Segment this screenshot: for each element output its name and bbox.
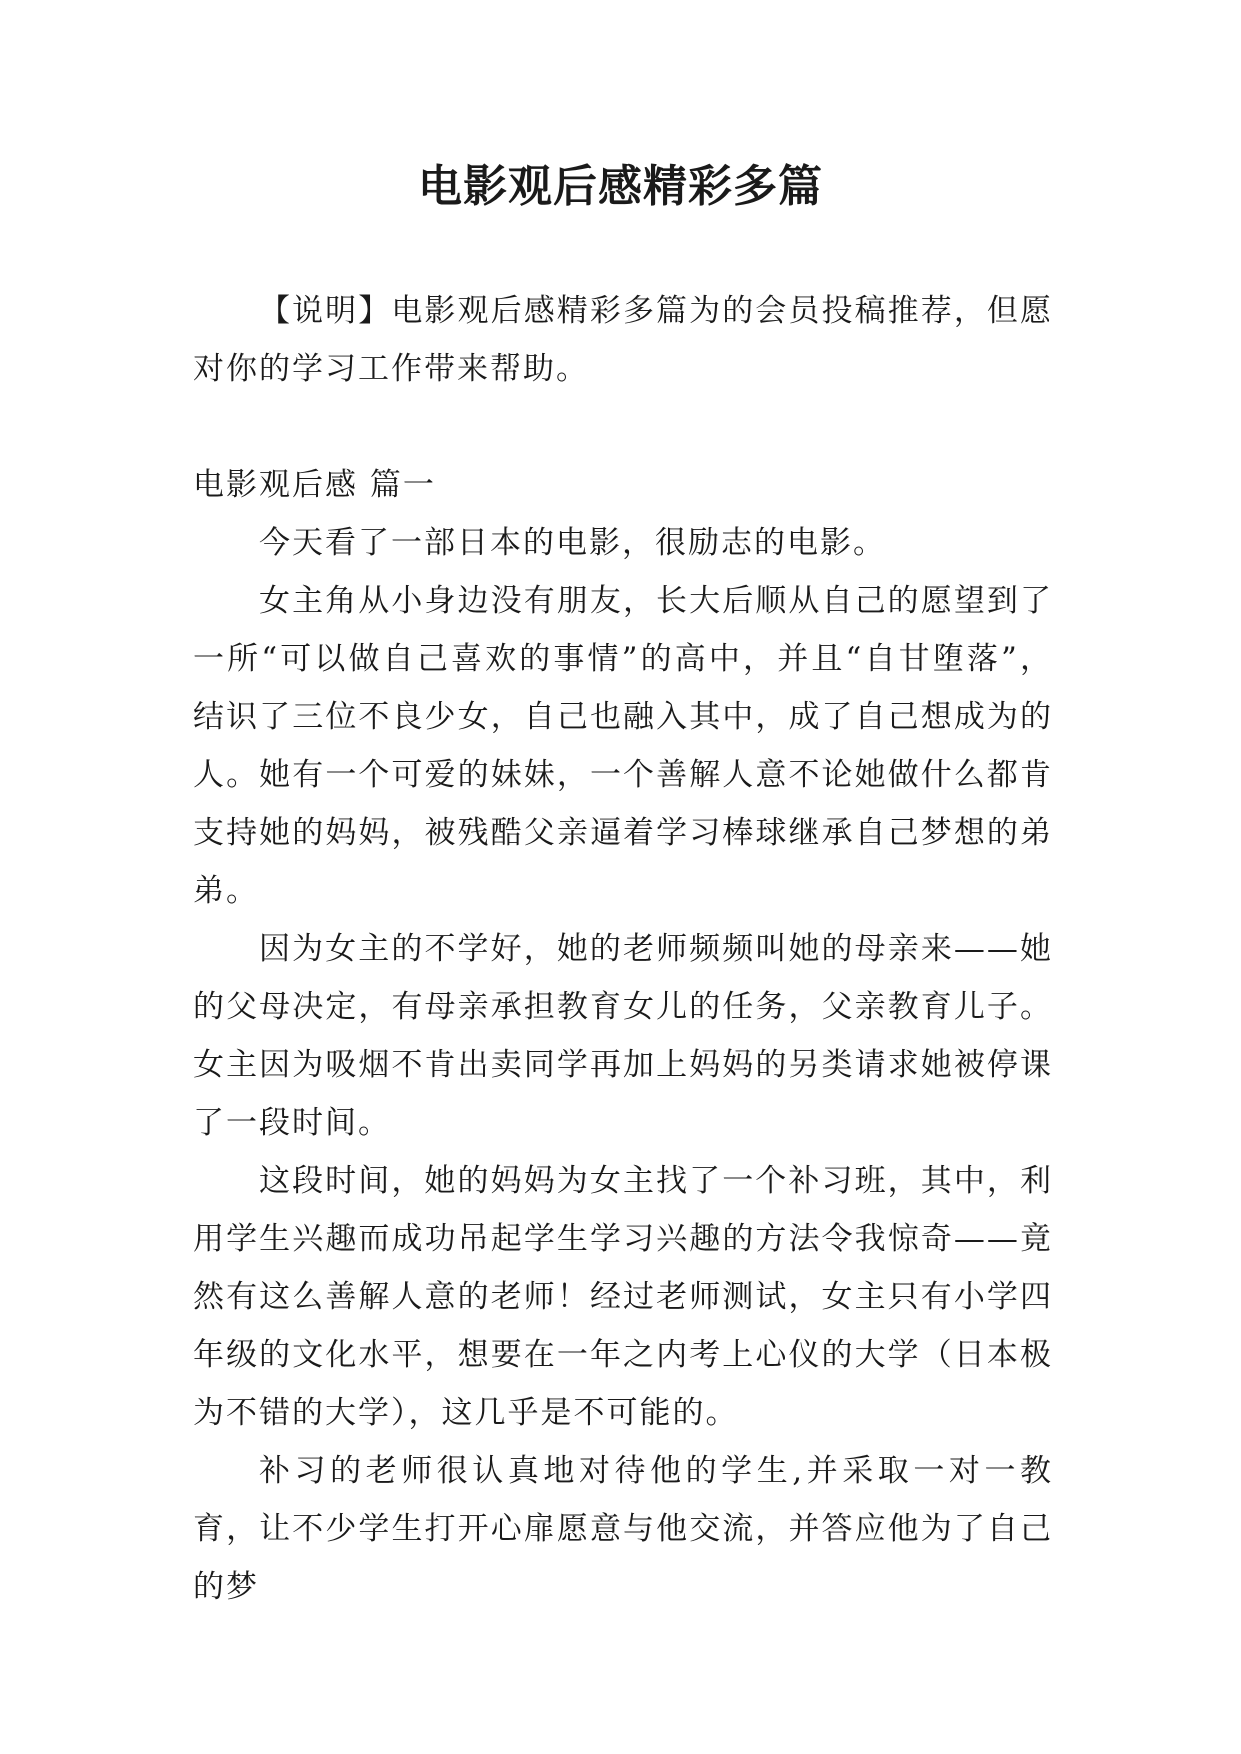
- paragraph: 这段时间，她的妈妈为女主找了一个补习班，其中，利用学生兴趣而成功吊起学生学习兴趣的方法令我惊奇——竟然有这么善解人意的老师！经过老师测试，女主只有小学四年级的文化水平，想要在一年之内考上心仪的大学（日本极为不错的大学），这几乎是不可能的。: [193, 1163, 1053, 1431]
- paragraph: 补习的老师很认真地对待他的学生,并采取一对一教育，让不少学生打开心扉愿意与他交流，并答应他为了自己的梦: [193, 1453, 1053, 1605]
- paragraph: 今天看了一部日本的电影，很励志的电影。: [259, 525, 886, 561]
- intro-paragraph: 【说明】电影观后感精彩多篇为的会员投稿推荐，但愿对你的学习工作带来帮助。: [193, 293, 1053, 387]
- paragraph: 女主角从小身边没有朋友，长大后顺从自己的愿望到了一所“可以做自己喜欢的事情”的高中，并且“自甘堕落”，结识了三位不良少女，自己也融入其中，成了自己想成为的人。她有一个可爱的妹妹，一个善解人意不论她做什么都肯支持她的妈妈，被残酷父亲逼着学习棒球继承自己梦想的弟弟。: [193, 583, 1053, 909]
- paragraph: 因为女主的不学好，她的老师频频叫她的母亲来——她的父母决定，有母亲承担教育女儿的任务，父亲教育儿子。女主因为吸烟不肯出卖同学再加上妈妈的另类请求她被停课了一段时间。: [193, 931, 1053, 1141]
- section-heading: 电影观后感 篇一: [193, 467, 436, 503]
- document-body: [193, 282, 1053, 1616]
- document-title: 电影观后感精彩多篇: [418, 161, 823, 212]
